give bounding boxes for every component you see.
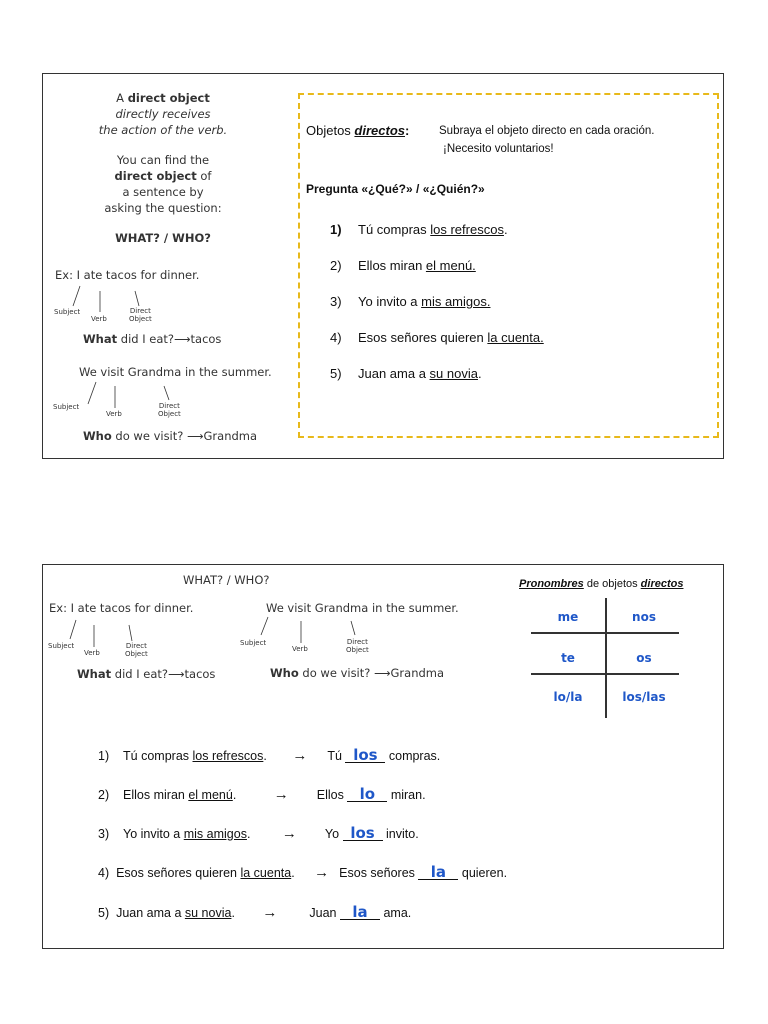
conversion-row-5: 5) Juan ama a su novia. → Juan la ama. bbox=[98, 903, 412, 921]
slide2-example2-verb: Verb bbox=[292, 645, 308, 653]
example1-sentence: Ex: I ate tacos for dinner. bbox=[55, 268, 200, 282]
pronoun-lo-la: lo/la bbox=[553, 690, 583, 704]
answer-blank: los bbox=[345, 748, 385, 763]
answer-blank: la bbox=[418, 865, 458, 880]
answer-blank: los bbox=[343, 826, 383, 841]
table-divider bbox=[531, 632, 679, 634]
example1-answer: What did I eat?⟶tacos bbox=[83, 332, 222, 346]
example1-subject-label: Subject bbox=[54, 308, 81, 316]
slide2-example1-sentence: Ex: I ate tacos for dinner. bbox=[49, 601, 194, 615]
activity-item-1: 1) Tú compras los refrescos. bbox=[330, 222, 508, 237]
example1-direct-object-label: Direct Object bbox=[129, 307, 152, 323]
example2-sentence: We visit Grandma in the summer. bbox=[79, 365, 272, 379]
activity-instruction: Subraya el objeto directo en cada oración. bbox=[439, 125, 655, 137]
arrow-icon: → bbox=[292, 747, 308, 764]
direct-object-explanation: A direct object directly receives the action of the verb. You can find the direct object of a sentence by asking the question: WHAT? / WHO? bbox=[93, 90, 233, 260]
what-who-question: WHAT? / WHO? bbox=[115, 231, 211, 245]
slide2-example2-direct-object: Direct Object bbox=[346, 638, 369, 654]
activity-item-2: 2) Ellos miran el menú. bbox=[330, 258, 476, 273]
conversion-row-3: 3) Yo invito a mis amigos. → Yo los invito. bbox=[98, 824, 419, 842]
conversion-row-2: 2) Ellos miran el menú. → Ellos lo miran. bbox=[98, 785, 426, 803]
activity-item-3: 3) Yo invito a mis amigos. bbox=[330, 294, 491, 309]
direct-object-underline: el menú. bbox=[425, 258, 476, 273]
slide-direct-object-pronouns bbox=[42, 564, 724, 949]
slide2-example1-subject: Subject bbox=[48, 642, 75, 650]
pronoun-table bbox=[531, 598, 679, 718]
example2-verb-label: Verb bbox=[106, 410, 122, 418]
term-direct-object: direct object bbox=[127, 91, 210, 105]
arrow-icon: → bbox=[262, 904, 278, 921]
example2-answer: Who do we visit? ⟶Grandma bbox=[83, 429, 258, 443]
conversion-row-4: 4) Esos señores quieren la cuenta. → Esos señores la quieren. bbox=[98, 863, 508, 881]
direct-object-underline: la cuenta. bbox=[487, 330, 544, 345]
arrow-icon: → bbox=[281, 825, 297, 842]
example2-subject-label: Subject bbox=[53, 403, 80, 411]
example1-verb-label: Verb bbox=[91, 315, 107, 323]
direct-object-underline: los refrescos bbox=[430, 222, 504, 237]
arrow-icon: → bbox=[314, 864, 330, 881]
activity-question: Pregunta «¿Qué?» / «¿Quién?» bbox=[306, 182, 485, 196]
slide2-example2-sentence: We visit Grandma in the summer. bbox=[266, 601, 459, 615]
activity-title: Objetos directos: bbox=[306, 123, 410, 138]
answer-blank: lo bbox=[347, 787, 387, 802]
table-divider bbox=[531, 673, 679, 675]
slide2-example1-verb: Verb bbox=[84, 649, 100, 657]
activity-item-4: 4) Esos señores quieren la cuenta. bbox=[330, 330, 544, 345]
pronoun-los-las: los/las bbox=[622, 690, 666, 704]
answer-blank: la bbox=[340, 905, 380, 920]
activity-volunteers: ¡Necesito voluntarios! bbox=[443, 143, 554, 155]
pronoun-os: os bbox=[636, 651, 652, 665]
pronoun-nos: nos bbox=[632, 610, 656, 624]
pronouns-title: Pronombres de objetos directos bbox=[519, 578, 684, 590]
pronoun-te: te bbox=[561, 651, 575, 665]
arrow-icon: → bbox=[273, 786, 289, 803]
example2-direct-object-label: Direct Object bbox=[158, 402, 181, 418]
slide2-example2-subject: Subject bbox=[240, 639, 267, 647]
slide-direct-objects-intro bbox=[42, 73, 724, 459]
slide2-example1-direct-object: Direct Object bbox=[125, 642, 148, 658]
slide2-example2-answer: Who do we visit? ⟶Grandma bbox=[270, 666, 445, 680]
direct-object-underline: su novia bbox=[429, 366, 478, 381]
slide2-example1-answer: What did I eat?⟶tacos bbox=[77, 667, 216, 681]
activity-box bbox=[298, 93, 719, 438]
conversion-row-1: 1) Tú compras los refrescos. → Tú los compras. bbox=[98, 746, 441, 764]
direct-object-underline: mis amigos. bbox=[421, 294, 491, 309]
pronoun-me: me bbox=[557, 610, 579, 624]
what-who-heading: WHAT? / WHO? bbox=[183, 573, 270, 587]
activity-item-5: 5) Juan ama a su novia. bbox=[330, 366, 482, 381]
